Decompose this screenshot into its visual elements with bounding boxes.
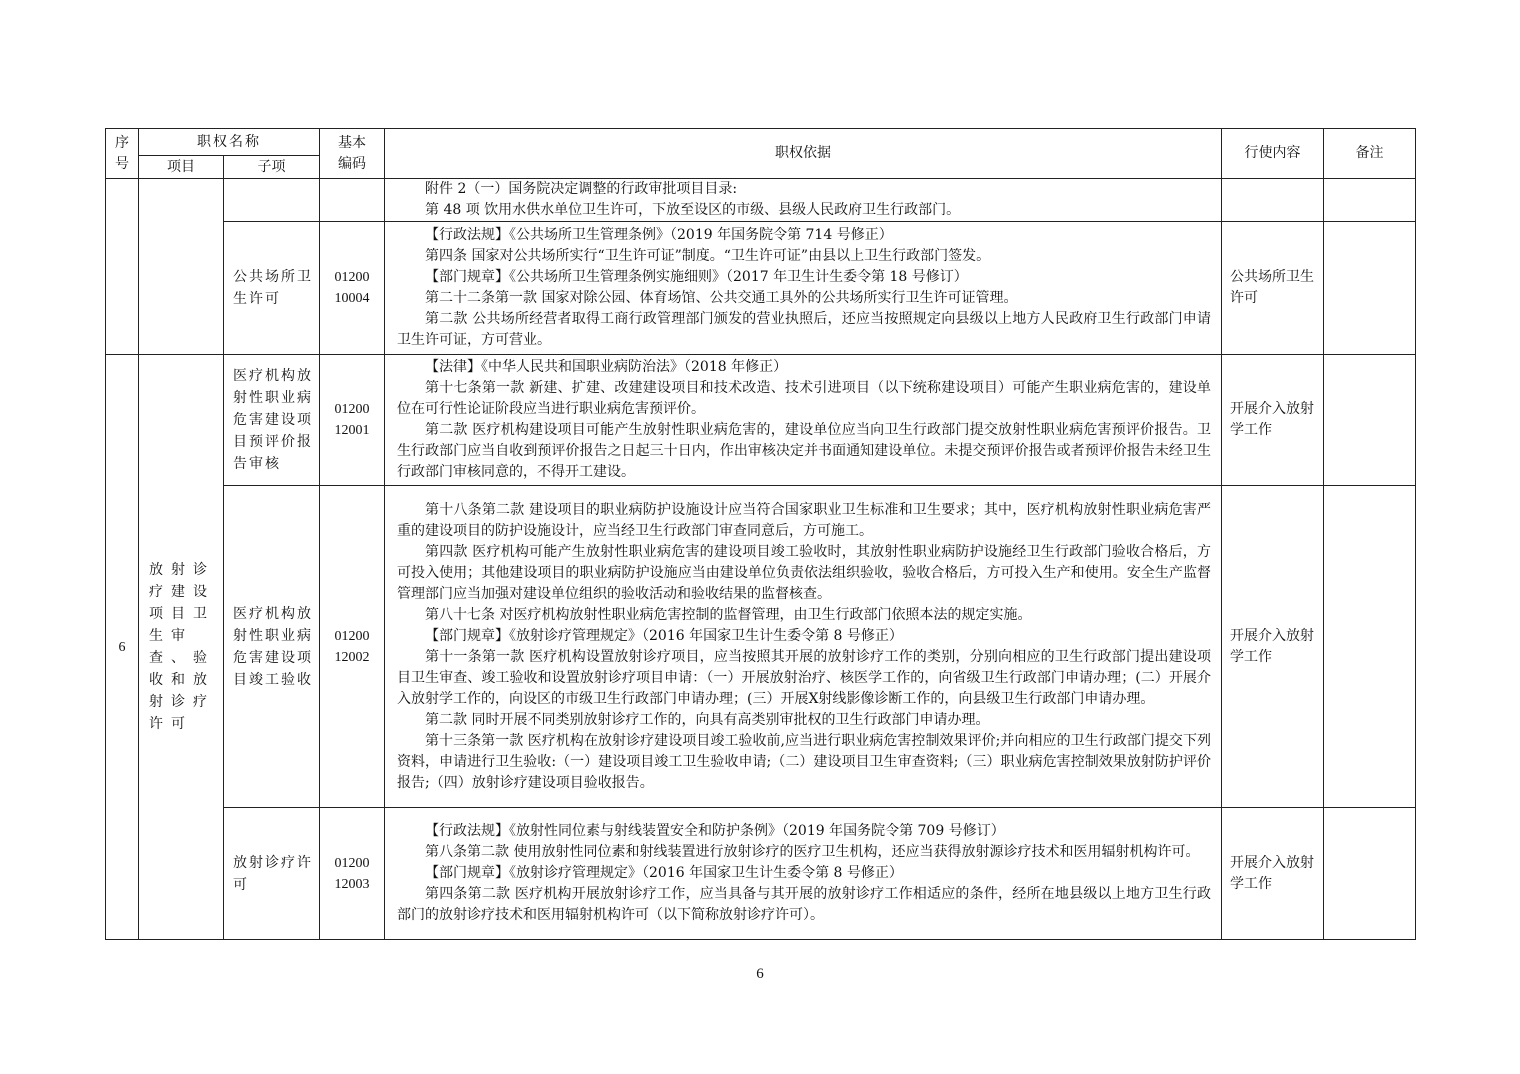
header-subitem: 子项 <box>224 156 320 179</box>
basis-cell <box>385 222 1222 355</box>
seq-cell <box>106 179 139 355</box>
basis-paragraph: 第二款 公共场所经营者取得工商行政管理部门颁发的营业执照后，还应当按照规定向县级以上地方人民政府卫生行政部门申请卫生许可证，方可营业。 <box>397 311 1211 348</box>
basis-paragraph: 【部门规章】《放射诊疗管理规定》（2016 年国家卫生计生委令第 8 号修正） <box>425 865 903 881</box>
header-code: 基本编码 <box>320 129 385 179</box>
header-seq: 序号 <box>106 129 139 179</box>
basis-cell <box>385 179 1222 222</box>
item-cell: 放射诊疗建设项目卫生审查、验收和放射诊疗许可 <box>139 355 224 940</box>
code-cell: 01200 12003 <box>320 808 385 940</box>
basis-paragraph: 第四条第二款 医疗机构开展放射诊疗工作，应当具备与其开展的放射诊疗工作相适应的条件，经所在地县级以上地方卫生行政部门的放射诊疗技术和医用辐射机构许可（以下简称放射诊疗许可）。 <box>397 886 1211 923</box>
authority-table <box>105 128 1416 940</box>
basis-paragraph: 【部门规章】《放射诊疗管理规定》（2016 年国家卫生计生委令第 8 号修正） <box>425 627 903 644</box>
code-cell: 01200 12001 <box>320 355 385 486</box>
basis-paragraph: 第二十二条第一款 国家对除公园、体育场馆、公共交通工具外的公共场所实行卫生许可证管理。 <box>425 290 1018 306</box>
basis-paragraph: 第十七条第一款 新建、扩建、改建建设项目和技术改造、技术引进项目（以下统称建设项目）可能产生职业病危害的，建设单位在可行性论证阶段应当进行职业病危害预评价。 <box>397 380 1211 417</box>
content-cell: 开展介入放射学工作 <box>1222 486 1324 808</box>
basis-paragraph: 附件 2（一）国务院决定调整的行政审批项目目录: <box>425 181 738 197</box>
basis-paragraph: 第二款 医疗机构建设项目可能产生放射性职业病危害的，建设单位应当向卫生行政部门提交放射性职业病危害预评价报告。卫生行政部门应当自收到预评价报告之日起三十日内，作出审核决定并书面通知建设单位。未提交预评价报告或者预评价报告未经卫生行政部门审核同意的，不得开工建设。 <box>397 422 1211 480</box>
item-cell <box>139 179 224 355</box>
remark-cell <box>1324 486 1416 808</box>
remark-cell <box>1324 179 1416 222</box>
code-cell: 01200 12002 <box>320 486 385 808</box>
table-row <box>106 808 1416 940</box>
header-row-1 <box>106 129 1416 156</box>
remark-cell <box>1324 808 1416 940</box>
basis-paragraph: 第十三条第一款 医疗机构在放射诊疗建设项目竣工验收前,应当进行职业病危害控制效果评价;并向相应的卫生行政部门提交下列资料，申请进行卫生验收:（一）建设项目竣工卫生验收申请;（二）建设项目卫生审查资料;（三）职业病危害控制效果放射防护评价报告;（四）放射诊疗建设项目验收报告。 <box>397 732 1211 791</box>
code-cell: 01200 10004 <box>320 222 385 355</box>
table-row <box>106 222 1416 355</box>
header-item: 项目 <box>139 156 224 179</box>
header-content: 行使内容 <box>1222 129 1324 179</box>
basis-paragraph: 第四款 医疗机构可能产生放射性职业病危害的建设项目竣工验收时，其放射性职业病防护设施经卫生行政部门验收合格后，方可投入使用；其他建设项目的职业病防护设施应当由建设单位负责依法组织验收，验收合格后，方可投入生产和使用。安全生产监督管理部门应当加强对建设单位组织的验收活动和验收结果的监督核查。 <box>397 543 1211 602</box>
basis-paragraph: 【行政法规】《公共场所卫生管理条例》（2019 年国务院令第 714 号修正） <box>425 227 893 243</box>
content-cell: 公共场所卫生许可 <box>1222 222 1324 355</box>
basis-paragraph: 第十一条第一款 医疗机构设置放射诊疗项目，应当按照其开展的放射诊疗工作的类别，分别向相应的卫生行政部门提出建设项目卫生审查、竣工验收和设置放射诊疗项目申请：（一）开展放射治疗、核医学工作的，向省级卫生行政部门申请办理；(二）开展介入放射学工作的，向设区的市级卫生行政部门申请办理；(三）开展X射线影像诊断工作的，向县级卫生行政部门申请办理。 <box>397 648 1211 707</box>
basis-paragraph: 第二款 同时开展不同类别放射诊疗工作的，向具有高类别审批权的卫生行政部门申请办理。 <box>425 711 990 728</box>
subitem-cell <box>224 179 320 222</box>
basis-paragraph: 【部门规章】《公共场所卫生管理条例实施细则》（2017 年卫生计生委令第 18 号修订） <box>425 269 968 285</box>
header-basis: 职权依据 <box>385 129 1222 179</box>
content-cell: 开展介入放射学工作 <box>1222 808 1324 940</box>
basis-paragraph: 第 48 项 饮用水供水单位卫生许可，下放至设区的市级、县级人民政府卫生行政部门。 <box>425 202 961 218</box>
basis-cell <box>385 486 1222 808</box>
basis-paragraph: 【法律】《中华人民共和国职业病防治法》（2018 年修正） <box>425 359 788 375</box>
content-cell: 开展介入放射学工作 <box>1222 355 1324 486</box>
header-remark: 备注 <box>1324 129 1416 179</box>
basis-cell <box>385 355 1222 486</box>
seq-cell: 6 <box>106 355 139 940</box>
basis-paragraph: 第十八条第二款 建设项目的职业病防护设施设计应当符合国家职业卫生标准和卫生要求；其中，医疗机构放射性职业病危害严重的建设项目的防护设施设计，应当经卫生行政部门审查同意后，方可施工。 <box>397 501 1211 539</box>
basis-cell <box>385 808 1222 940</box>
remark-cell <box>1324 355 1416 486</box>
content-cell <box>1222 179 1324 222</box>
subitem-cell: 医疗机构放射性职业病危害建设项目竣工验收 <box>224 486 320 808</box>
subitem-cell: 医疗机构放射性职业病危害建设项目预评价报告审核 <box>224 355 320 486</box>
basis-paragraph: 第八十七条 对医疗机构放射性职业病危害控制的监督管理，由卫生行政部门依照本法的规定实施。 <box>425 606 1032 623</box>
table-row <box>106 355 1416 486</box>
table-row <box>106 486 1416 808</box>
page-number: 6 <box>756 966 764 982</box>
code-cell <box>320 179 385 222</box>
remark-cell <box>1324 222 1416 355</box>
basis-paragraph: 【行政法规】《放射性同位素与射线装置安全和防护条例》（2019 年国务院令第 709 号修订） <box>425 823 1005 839</box>
subitem-cell: 放射诊疗许可 <box>224 808 320 940</box>
basis-paragraph: 第四条 国家对公共场所实行“卫生许可证”制度。“卫生许可证”由县以上卫生行政部门签发。 <box>425 248 991 264</box>
basis-paragraph: 第八条第二款 使用放射性同位素和射线装置进行放射诊疗的医疗卫生机构，还应当获得放射源诊疗技术和医用辐射机构许可。 <box>425 844 1200 860</box>
subitem-cell: 公共场所卫生许可 <box>224 222 320 355</box>
header-name-group: 职权名称 <box>139 129 320 156</box>
table-row <box>106 179 1416 222</box>
